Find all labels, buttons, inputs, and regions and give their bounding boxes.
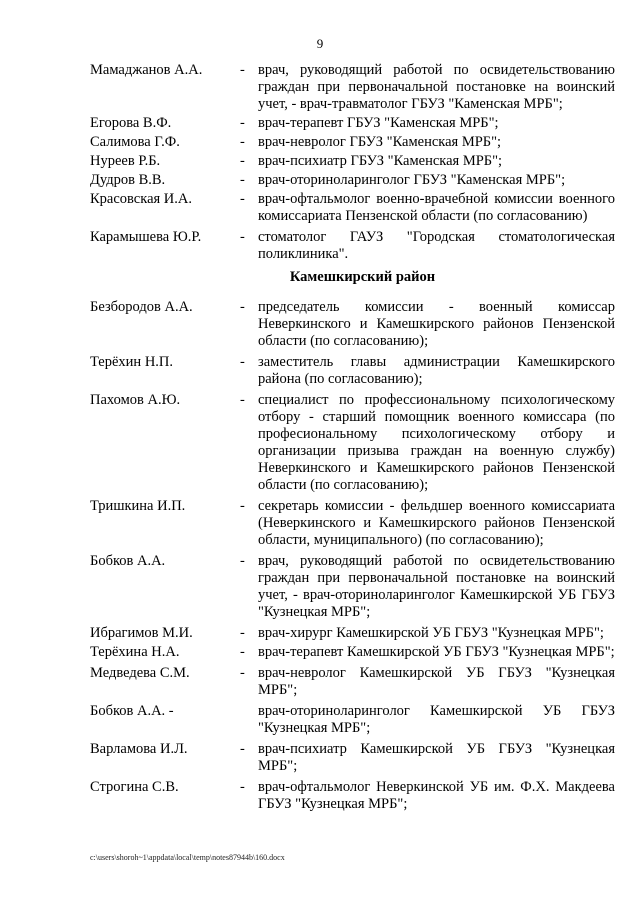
dash-separator: - [240, 153, 245, 169]
member-role: председатель комиссии - военный комиссар Неверкинского и Камешкирского районов Пензенской области (по согласованию); [258, 299, 615, 349]
list-item [90, 191, 615, 225]
list-item [90, 644, 615, 661]
dash-separator: - [240, 498, 245, 514]
member-role: врач-невролог Камешкирской УБ ГБУЗ "Кузнецкая МРБ"; [258, 665, 615, 698]
list-item [90, 703, 615, 737]
member-name: Терёхина Н.А. [90, 644, 180, 660]
dash-separator: - [240, 229, 245, 245]
dash-separator: - [240, 172, 245, 188]
member-name: Варламова И.Л. [90, 741, 188, 757]
member-role: врач-психиатр ГБУЗ "Каменская МРБ"; [258, 153, 503, 169]
page-number: 9 [316, 36, 324, 51]
member-role: врач-невролог ГБУЗ "Каменская МРБ"; [258, 134, 502, 150]
member-role: врач, руководящий работой по освидетельствованию граждан при первоначальной постановке на воинский учет, - врач-оториноларинголог Камешкирской УБ ГБУЗ "Кузнецкая МРБ"; [258, 553, 615, 620]
member-role: специалист по профессиональному психологическому отбору - старший помощник военного комиссара (по професиональному психологическому отбору и организации призыва граждан на военную службу) Неверкинского и Камешкирского районов Пензенской области (по согласованию); [258, 392, 615, 493]
dash-separator: - [240, 115, 245, 131]
member-name: Пахомов А.Ю. [90, 392, 181, 408]
list-item [90, 62, 615, 113]
commission-list-kamenka [90, 62, 615, 263]
member-name: Карамышева Ю.Р. [90, 229, 202, 245]
member-role: секретарь комиссии - фельдшер военного комиссариата (Неверкинского и Камешкирского районов Пензенской области, муниципального) (по согласованию); [258, 498, 615, 548]
member-name: Строгина С.В. [90, 779, 179, 795]
list-item [90, 299, 615, 350]
dash-separator: - [240, 779, 245, 795]
dash-separator: - [240, 625, 245, 641]
dash-separator: - [240, 665, 245, 681]
document-body [90, 62, 615, 815]
member-name: Терёхин Н.П. [90, 354, 174, 370]
member-name: Нуреев Р.Б. [90, 153, 161, 169]
dash-separator: - [240, 644, 245, 660]
list-item [90, 354, 615, 388]
list-item [90, 153, 615, 170]
list-item [90, 741, 615, 775]
dash-separator: - [240, 741, 245, 757]
member-name: Медведева С.М. [90, 665, 190, 681]
member-name: Ибрагимов М.И. [90, 625, 193, 641]
member-name: Бобков А.А. [90, 553, 166, 569]
member-name: Красовская И.А. [90, 191, 192, 207]
member-role: врач-психиатр Камешкирской УБ ГБУЗ "Кузнецкая МРБ"; [258, 741, 615, 774]
member-role: врач-офтальмолог военно-врачебной комиссии военного комиссариата Пензенской области (по согласованию) [258, 191, 615, 224]
member-role: врач-оториноларинголог ГБУЗ "Каменская МРБ"; [258, 172, 566, 188]
list-item [90, 498, 615, 549]
member-role: врач-офтальмолог Неверкинской УБ им. Ф.Х. Макдеева ГБУЗ "Кузнецкая МРБ"; [258, 779, 615, 812]
dash-separator: - [240, 354, 245, 370]
list-item [90, 115, 615, 132]
dash-separator: - [240, 191, 245, 207]
member-name: Салимова Г.Ф. [90, 134, 180, 150]
dash-separator: - [240, 299, 245, 315]
member-name: Дудров В.В. [90, 172, 166, 188]
dash-separator: - [240, 62, 245, 78]
list-item [90, 779, 615, 813]
list-item [90, 172, 615, 189]
list-item [90, 665, 615, 699]
member-role: заместитель главы администрации Камешкирского района (по согласованию); [258, 354, 615, 387]
list-item [90, 553, 615, 621]
dash-separator: - [240, 553, 245, 569]
member-role: врач, руководящий работой по освидетельствованию граждан при первоначальной постановке на воинский учет, - врач-травматолог ГБУЗ "Каменская МРБ"; [258, 62, 615, 112]
list-item [90, 625, 615, 642]
member-name: Егорова В.Ф. [90, 115, 172, 131]
section-title: Камешкирский район [289, 269, 436, 285]
list-item [90, 392, 615, 494]
file-path-footer: c:\users\shoroh~1\appdata\local\temp\notes87944b\160.docx [90, 853, 285, 862]
member-name: Безбородов А.А. [90, 299, 193, 315]
list-item [90, 229, 615, 263]
member-name: Мамаджанов А.А. [90, 62, 203, 78]
dash-separator: - [240, 392, 245, 408]
member-role: врач-оториноларинголог Камешкирской УБ ГБУЗ "Кузнецкая МРБ"; [258, 703, 615, 736]
member-role: врач-терапевт Камешкирской УБ ГБУЗ "Кузнецкая МРБ"; [258, 644, 615, 660]
commission-list-kameshkir [90, 299, 615, 813]
member-role: стоматолог ГАУЗ "Городская стоматологическая поликлиника". [258, 229, 615, 262]
member-role: врач-хирург Камешкирской УБ ГБУЗ "Кузнецкая МРБ"; [258, 625, 604, 641]
member-name: Бобков А.А. - [90, 703, 174, 719]
member-name: Тришкина И.П. [90, 498, 186, 514]
dash-separator: - [240, 134, 245, 150]
list-item [90, 134, 615, 151]
member-role: врач-терапевт ГБУЗ "Каменская МРБ"; [258, 115, 499, 131]
